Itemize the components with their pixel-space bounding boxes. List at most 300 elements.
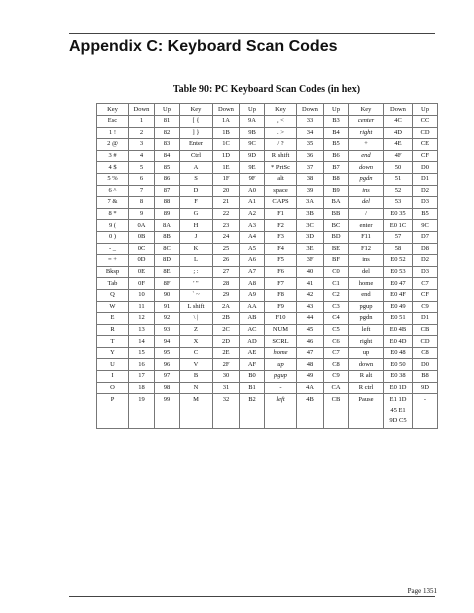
- key-cell: F10: [265, 313, 297, 325]
- key-cell: home: [265, 347, 297, 359]
- down-code-cell: 5: [129, 162, 155, 174]
- key-cell: 2 @: [97, 139, 129, 151]
- down-code-cell: 42: [297, 289, 324, 301]
- up-code-cell: 90: [155, 289, 180, 301]
- key-cell: L: [180, 255, 213, 267]
- up-code-cell: A2: [240, 208, 265, 220]
- key-cell: 4 $: [97, 162, 129, 174]
- key-cell: ` ~: [180, 289, 213, 301]
- down-code-cell: 2A: [213, 301, 240, 313]
- up-code-cell: D1: [413, 173, 438, 185]
- key-cell: H: [180, 220, 213, 232]
- key-cell: left: [265, 394, 297, 429]
- key-cell: A: [180, 162, 213, 174]
- up-code-cell: 8C: [155, 243, 180, 255]
- down-code-cell: 17: [129, 371, 155, 383]
- up-code-cell: 97: [155, 371, 180, 383]
- key-cell: Esc: [97, 116, 129, 128]
- key-cell: ins: [349, 255, 384, 267]
- key-cell: J: [180, 231, 213, 243]
- down-code-cell: 13: [129, 324, 155, 336]
- key-cell: right: [349, 336, 384, 348]
- table-row: [97, 173, 438, 185]
- up-code-cell: CB: [324, 394, 349, 429]
- up-code-cell: A9: [240, 289, 265, 301]
- key-cell: down: [349, 162, 384, 174]
- key-cell: / ?: [265, 139, 297, 151]
- down-code-cell: E0 53: [384, 266, 413, 278]
- cell-line: 9D C5: [389, 417, 407, 425]
- down-code-cell: 1: [129, 116, 155, 128]
- up-code-cell: B5: [413, 208, 438, 220]
- up-code-cell: B3: [324, 116, 349, 128]
- down-code-cell: 36: [297, 150, 324, 162]
- column-header: Key: [180, 104, 213, 116]
- down-code-cell: E0 38: [384, 371, 413, 383]
- up-code-cell: 95: [155, 347, 180, 359]
- up-code-cell: BD: [324, 231, 349, 243]
- table-row: [97, 266, 438, 278]
- down-code-cell: 2C: [213, 324, 240, 336]
- key-cell: N: [180, 382, 213, 394]
- down-code-cell: 45: [297, 324, 324, 336]
- down-code-cell: 15: [129, 347, 155, 359]
- up-code-cell: BB: [324, 208, 349, 220]
- up-code-cell: C0: [324, 266, 349, 278]
- down-code-cell: E0 4F: [384, 289, 413, 301]
- key-cell: CAPS: [265, 197, 297, 209]
- up-code-cell: C9: [413, 301, 438, 313]
- column-header: Up: [413, 104, 438, 116]
- down-code-cell: 38: [297, 173, 324, 185]
- key-cell: V: [180, 359, 213, 371]
- down-code-cell: 8: [129, 197, 155, 209]
- key-cell: , <: [265, 116, 297, 128]
- up-code-cell: 8E: [155, 266, 180, 278]
- key-cell: left: [349, 324, 384, 336]
- down-code-cell: 1B: [213, 127, 240, 139]
- up-code-cell: A3: [240, 220, 265, 232]
- key-cell: 6 ^: [97, 185, 129, 197]
- up-code-cell: 98: [155, 382, 180, 394]
- up-code-cell: A8: [240, 278, 265, 290]
- down-code-cell: 28: [213, 278, 240, 290]
- down-code-cell: 2: [129, 127, 155, 139]
- table-row: [97, 313, 438, 325]
- down-code-cell: E0 47: [384, 278, 413, 290]
- up-code-cell: D7: [413, 231, 438, 243]
- up-code-cell: BE: [324, 243, 349, 255]
- up-code-cell: D2: [413, 185, 438, 197]
- key-cell: I: [97, 371, 129, 383]
- down-code-cell: 51: [384, 173, 413, 185]
- down-code-cell: 29: [213, 289, 240, 301]
- key-cell: W: [97, 301, 129, 313]
- key-cell: 5 %: [97, 173, 129, 185]
- table-row: [97, 197, 438, 209]
- key-cell: ins: [349, 185, 384, 197]
- table-row: [97, 220, 438, 232]
- down-code-cell: 4C: [384, 116, 413, 128]
- down-code-cell: 4D: [384, 127, 413, 139]
- up-code-cell: 8A: [155, 220, 180, 232]
- key-cell: T: [97, 336, 129, 348]
- key-cell: Tab: [97, 278, 129, 290]
- down-code-cell: 1C: [213, 139, 240, 151]
- down-code-cell: 2E: [213, 347, 240, 359]
- column-header: Down: [384, 104, 413, 116]
- down-code-cell: 50: [384, 162, 413, 174]
- down-code-cell: 19: [129, 394, 155, 429]
- up-code-cell: C2: [324, 289, 349, 301]
- column-header: Up: [324, 104, 349, 116]
- down-code-cell: 18: [129, 382, 155, 394]
- key-cell: 1 !: [97, 127, 129, 139]
- down-code-cell: 52: [384, 185, 413, 197]
- down-code-cell: 3B: [297, 208, 324, 220]
- key-cell: enter: [349, 220, 384, 232]
- down-code-cell: 47: [297, 347, 324, 359]
- key-cell: Pause: [349, 394, 384, 429]
- page-title: Appendix C: Keyboard Scan Codes: [69, 38, 338, 55]
- down-code-cell: 2D: [213, 336, 240, 348]
- up-code-cell: A1: [240, 197, 265, 209]
- up-code-cell: B6: [324, 150, 349, 162]
- key-cell: +: [349, 139, 384, 151]
- down-code-cell: 9: [129, 208, 155, 220]
- up-code-cell: D3: [413, 197, 438, 209]
- down-code-cell: 4B: [297, 394, 324, 429]
- up-code-cell: CF: [413, 289, 438, 301]
- cell-line: E1 1D: [389, 396, 407, 404]
- up-code-cell: 85: [155, 162, 180, 174]
- key-cell: B: [180, 371, 213, 383]
- down-code-cell: 39: [297, 185, 324, 197]
- up-code-cell: 9F: [240, 173, 265, 185]
- up-code-cell: 82: [155, 127, 180, 139]
- up-code-cell: CD: [413, 336, 438, 348]
- key-cell: R: [97, 324, 129, 336]
- key-cell: del: [349, 266, 384, 278]
- up-code-cell: AF: [240, 359, 265, 371]
- up-code-cell: D2: [413, 255, 438, 267]
- down-code-cell: 34: [297, 127, 324, 139]
- down-code-cell: 49: [297, 371, 324, 383]
- key-cell: F12: [349, 243, 384, 255]
- down-code-cell: 2B: [213, 313, 240, 325]
- table-row: [97, 301, 438, 313]
- up-code-cell: B4: [324, 127, 349, 139]
- key-cell: NUM: [265, 324, 297, 336]
- key-cell: M: [180, 394, 213, 429]
- key-cell: F7: [265, 278, 297, 290]
- down-code-cell: 25: [213, 243, 240, 255]
- up-code-cell: C3: [324, 301, 349, 313]
- up-code-cell: 8B: [155, 231, 180, 243]
- down-code-cell: 12: [129, 313, 155, 325]
- key-cell: L shift: [180, 301, 213, 313]
- up-code-cell: BF: [324, 255, 349, 267]
- table-row: [97, 231, 438, 243]
- up-code-cell: CD: [413, 127, 438, 139]
- down-code-cell: 46: [297, 336, 324, 348]
- key-cell: 7 &: [97, 197, 129, 209]
- up-code-cell: 9C: [240, 139, 265, 151]
- key-cell: ; :: [180, 266, 213, 278]
- up-code-cell: 9C: [413, 220, 438, 232]
- column-header: Down: [213, 104, 240, 116]
- up-code-cell: AA: [240, 301, 265, 313]
- down-code-cell: E0 51: [384, 313, 413, 325]
- key-cell: F2: [265, 220, 297, 232]
- key-cell: - _: [97, 243, 129, 255]
- down-code-cell: 32: [213, 394, 240, 429]
- down-code-cell: 35: [297, 139, 324, 151]
- up-code-cell: C1: [324, 278, 349, 290]
- up-code-cell: 9A: [240, 116, 265, 128]
- up-code-cell: B1: [240, 382, 265, 394]
- key-cell: D: [180, 185, 213, 197]
- up-code-cell: C5: [324, 324, 349, 336]
- key-cell: down: [349, 359, 384, 371]
- up-code-cell: 8D: [155, 255, 180, 267]
- up-code-cell: 89: [155, 208, 180, 220]
- down-code-cell: 41: [297, 278, 324, 290]
- down-code-cell: 20: [213, 185, 240, 197]
- down-code-cell: 4A: [297, 382, 324, 394]
- key-cell: F6: [265, 266, 297, 278]
- down-code-cell: [384, 394, 413, 429]
- down-code-cell: 7: [129, 185, 155, 197]
- up-code-cell: CB: [413, 324, 438, 336]
- up-code-cell: B5: [324, 139, 349, 151]
- up-code-cell: B9: [324, 185, 349, 197]
- down-code-cell: 58: [384, 243, 413, 255]
- up-code-cell: B8: [413, 371, 438, 383]
- key-cell: ] }: [180, 127, 213, 139]
- down-code-cell: 53: [384, 197, 413, 209]
- down-code-cell: 33: [297, 116, 324, 128]
- key-cell: G: [180, 208, 213, 220]
- table-row: [97, 162, 438, 174]
- key-cell: * PrtSc: [265, 162, 297, 174]
- down-code-cell: 4E: [384, 139, 413, 151]
- column-header: Key: [97, 104, 129, 116]
- key-cell: F3: [265, 231, 297, 243]
- up-code-cell: C9: [324, 371, 349, 383]
- up-code-cell: 83: [155, 139, 180, 151]
- table-row: [97, 185, 438, 197]
- table-header-row: [97, 104, 438, 116]
- up-code-cell: 91: [155, 301, 180, 313]
- up-code-cell: A7: [240, 266, 265, 278]
- key-cell: E: [97, 313, 129, 325]
- column-header: Up: [240, 104, 265, 116]
- down-code-cell: 0A: [129, 220, 155, 232]
- up-code-cell: D1: [413, 313, 438, 325]
- column-header: Key: [349, 104, 384, 116]
- down-code-cell: 26: [213, 255, 240, 267]
- key-cell: 9 (: [97, 220, 129, 232]
- column-header: Key: [265, 104, 297, 116]
- down-code-cell: 3C: [297, 220, 324, 232]
- key-cell: . >: [265, 127, 297, 139]
- down-code-cell: 0D: [129, 255, 155, 267]
- down-code-cell: 3E: [297, 243, 324, 255]
- down-code-cell: 21: [213, 197, 240, 209]
- up-code-cell: 86: [155, 173, 180, 185]
- key-cell: R shift: [265, 150, 297, 162]
- up-code-cell: A6: [240, 255, 265, 267]
- up-code-cell: 93: [155, 324, 180, 336]
- key-cell: Bksp: [97, 266, 129, 278]
- down-code-cell: 3D: [297, 231, 324, 243]
- down-code-cell: 1F: [213, 173, 240, 185]
- down-code-cell: 44: [297, 313, 324, 325]
- up-code-cell: 94: [155, 336, 180, 348]
- key-cell: right: [349, 127, 384, 139]
- key-cell: X: [180, 336, 213, 348]
- up-code-cell: D3: [413, 266, 438, 278]
- up-code-cell: CA: [324, 382, 349, 394]
- up-code-cell: C7: [324, 347, 349, 359]
- down-code-cell: 43: [297, 301, 324, 313]
- up-code-cell: C8: [324, 359, 349, 371]
- down-code-cell: 6: [129, 173, 155, 185]
- key-cell: alt: [265, 173, 297, 185]
- key-cell: Q: [97, 289, 129, 301]
- key-cell: Z: [180, 324, 213, 336]
- table-row: [97, 208, 438, 220]
- key-cell: \ |: [180, 313, 213, 325]
- column-header: Up: [155, 104, 180, 116]
- down-code-cell: 1A: [213, 116, 240, 128]
- up-code-cell: C6: [324, 336, 349, 348]
- down-code-cell: 3: [129, 139, 155, 151]
- down-code-cell: 16: [129, 359, 155, 371]
- up-code-cell: -: [413, 394, 438, 429]
- key-cell: P: [97, 394, 129, 429]
- up-code-cell: 81: [155, 116, 180, 128]
- up-code-cell: 9D: [413, 382, 438, 394]
- key-cell: F: [180, 197, 213, 209]
- up-code-cell: A0: [240, 185, 265, 197]
- down-code-cell: 4: [129, 150, 155, 162]
- down-code-cell: 2F: [213, 359, 240, 371]
- down-code-cell: E0 1D: [384, 382, 413, 394]
- column-header: Down: [297, 104, 324, 116]
- up-code-cell: CF: [413, 150, 438, 162]
- key-cell: Y: [97, 347, 129, 359]
- table-row: [97, 116, 438, 128]
- up-code-cell: B2: [240, 394, 265, 429]
- table-row: [97, 382, 438, 394]
- key-cell: del: [349, 197, 384, 209]
- key-cell: pgdn: [349, 173, 384, 185]
- down-code-cell: 0E: [129, 266, 155, 278]
- key-cell: ' ": [180, 278, 213, 290]
- up-code-cell: C8: [413, 347, 438, 359]
- down-code-cell: 24: [213, 231, 240, 243]
- up-code-cell: 9E: [240, 162, 265, 174]
- key-cell: U: [97, 359, 129, 371]
- table-caption: Table 90: PC Keyboard Scan Codes (in hex): [172, 84, 361, 95]
- down-code-cell: 40: [297, 266, 324, 278]
- up-code-cell: D0: [413, 162, 438, 174]
- down-code-cell: 14: [129, 336, 155, 348]
- up-code-cell: AD: [240, 336, 265, 348]
- column-header: Down: [129, 104, 155, 116]
- key-cell: R ctrl: [349, 382, 384, 394]
- key-cell: SCRL: [265, 336, 297, 348]
- key-cell: up: [265, 359, 297, 371]
- down-code-cell: 30: [213, 371, 240, 383]
- header-rule: [69, 33, 435, 34]
- cell-line: 45 E1: [390, 406, 406, 414]
- up-code-cell: 92: [155, 313, 180, 325]
- up-code-cell: 87: [155, 185, 180, 197]
- key-cell: end: [349, 289, 384, 301]
- key-cell: [ {: [180, 116, 213, 128]
- key-cell: Ctrl: [180, 150, 213, 162]
- key-cell: R alt: [349, 371, 384, 383]
- down-code-cell: 11: [129, 301, 155, 313]
- table-row: [97, 150, 438, 162]
- table-row: [97, 336, 438, 348]
- up-code-cell: B7: [324, 162, 349, 174]
- key-cell: F8: [265, 289, 297, 301]
- key-cell: F11: [349, 231, 384, 243]
- key-cell: O: [97, 382, 129, 394]
- down-code-cell: 22: [213, 208, 240, 220]
- down-code-cell: 0C: [129, 243, 155, 255]
- up-code-cell: BA: [324, 197, 349, 209]
- down-code-cell: E0 4B: [384, 324, 413, 336]
- down-code-cell: 23: [213, 220, 240, 232]
- up-code-cell: B0: [240, 371, 265, 383]
- down-code-cell: 0F: [129, 278, 155, 290]
- table-row: [97, 127, 438, 139]
- table-body: [97, 116, 438, 429]
- up-code-cell: A4: [240, 231, 265, 243]
- table-row: [97, 139, 438, 151]
- key-cell: -: [265, 382, 297, 394]
- down-code-cell: 37: [297, 162, 324, 174]
- table-row: [97, 394, 438, 429]
- up-code-cell: A5: [240, 243, 265, 255]
- key-cell: /: [349, 208, 384, 220]
- down-code-cell: E0 1C: [384, 220, 413, 232]
- up-code-cell: C7: [413, 278, 438, 290]
- key-cell: Enter: [180, 139, 213, 151]
- key-cell: pgup: [349, 301, 384, 313]
- up-code-cell: 8F: [155, 278, 180, 290]
- table-row: [97, 289, 438, 301]
- up-code-cell: AE: [240, 347, 265, 359]
- up-code-cell: 84: [155, 150, 180, 162]
- table-row: [97, 255, 438, 267]
- up-code-cell: C4: [324, 313, 349, 325]
- up-code-cell: 9B: [240, 127, 265, 139]
- up-code-cell: B8: [324, 173, 349, 185]
- key-cell: home: [349, 278, 384, 290]
- key-cell: 3 #: [97, 150, 129, 162]
- key-cell: pgdn: [349, 313, 384, 325]
- down-code-cell: E0 35: [384, 208, 413, 220]
- up-code-cell: CC: [413, 116, 438, 128]
- down-code-cell: E0 4D: [384, 336, 413, 348]
- key-cell: center: [349, 116, 384, 128]
